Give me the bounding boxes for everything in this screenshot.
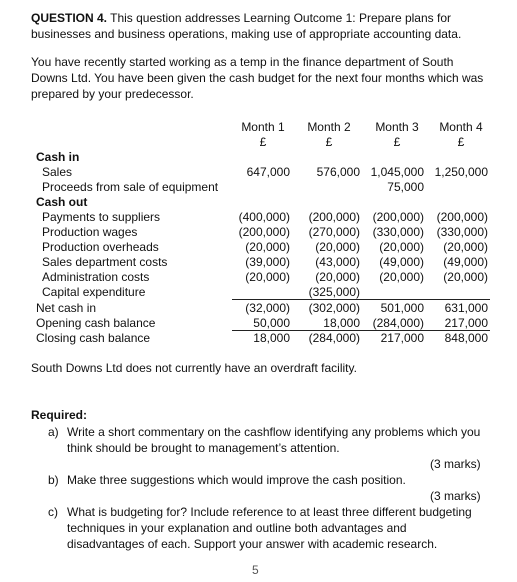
table-cell: (49,000) bbox=[379, 255, 424, 269]
item-b-marks: (3 marks) bbox=[430, 489, 481, 503]
table-cell: (284,000) bbox=[308, 331, 360, 345]
table-cell: (200,000) bbox=[372, 210, 424, 224]
column-header: Month 1 bbox=[241, 120, 285, 134]
table-cell: (400,000) bbox=[238, 210, 290, 224]
table-cell: 1,250,000 bbox=[434, 165, 488, 179]
row-label-proceeds: Proceeds from sale of equipment bbox=[42, 180, 219, 194]
table-cell: (330,000) bbox=[372, 225, 424, 239]
table-cell: 18,000 bbox=[253, 331, 290, 345]
item-a-line1: Write a short commentary on the cashflow identifying any problems which you bbox=[67, 425, 481, 439]
item-a-line2: think should be brought to management’s attention. bbox=[67, 441, 340, 455]
cash-in-heading: Cash in bbox=[36, 150, 80, 164]
table-cell: (20,000) bbox=[379, 270, 424, 284]
column-header: Month 2 bbox=[307, 120, 351, 134]
row-label-sales: Sales bbox=[42, 165, 73, 179]
table-cell: (270,000) bbox=[308, 225, 360, 239]
table-cell: 75,000 bbox=[387, 180, 424, 194]
table-cell: (330,000) bbox=[436, 225, 488, 239]
row-label-closing: Closing cash balance bbox=[36, 331, 151, 345]
item-b-marker: b) bbox=[48, 473, 59, 487]
row-label-opening: Opening cash balance bbox=[36, 316, 156, 330]
table-cell: 576,000 bbox=[316, 165, 360, 179]
table-cell: 50,000 bbox=[253, 316, 290, 330]
question-text-line2: businesses and business operations, making use of appropriate accounting data. bbox=[31, 27, 462, 41]
question-heading: QUESTION 4. bbox=[31, 11, 108, 25]
table-cell: (39,000) bbox=[245, 255, 290, 269]
table-cell: (20,000) bbox=[443, 240, 488, 254]
intro-line1: You have recently started working as a temp in the finance department of South bbox=[31, 55, 454, 69]
table-cell: (200,000) bbox=[238, 225, 290, 239]
item-a-marker: a) bbox=[48, 425, 59, 439]
table-cell: 217,000 bbox=[444, 316, 488, 330]
cash-out-heading: Cash out bbox=[36, 195, 88, 209]
column-currency: £ bbox=[259, 135, 267, 149]
table-cell: (32,000) bbox=[245, 301, 290, 315]
table-cell: (325,000) bbox=[308, 285, 360, 299]
table-cell: (49,000) bbox=[443, 255, 488, 269]
intro-line2: Downs Ltd. You have been given the cash budget for the next four months which was bbox=[31, 71, 484, 85]
column-currency: £ bbox=[325, 135, 333, 149]
overdraft-note: South Downs Ltd does not currently have an overdraft facility. bbox=[31, 361, 357, 375]
page-number: 5 bbox=[252, 563, 259, 577]
table-cell: 631,000 bbox=[444, 301, 488, 315]
column-header: Month 4 bbox=[439, 120, 483, 134]
table-cell: (20,000) bbox=[379, 240, 424, 254]
table-cell: 647,000 bbox=[246, 165, 290, 179]
table-cell: 217,000 bbox=[380, 331, 424, 345]
table-cell: 501,000 bbox=[380, 301, 424, 315]
row-label-capex: Capital expenditure bbox=[42, 285, 146, 299]
column-header: Month 3 bbox=[375, 120, 419, 134]
intro-line3: prepared by your predecessor. bbox=[31, 87, 194, 101]
table-cell: (20,000) bbox=[245, 270, 290, 284]
table-cell: 848,000 bbox=[444, 331, 488, 345]
column-currency: £ bbox=[457, 135, 465, 149]
row-label-wages: Production wages bbox=[42, 225, 138, 239]
total-rule-top bbox=[232, 299, 490, 300]
required-heading: Required: bbox=[31, 408, 88, 422]
row-label-sales-dept: Sales department costs bbox=[42, 255, 168, 269]
column-currency: £ bbox=[393, 135, 401, 149]
row-label-overheads: Production overheads bbox=[42, 240, 159, 254]
table-cell: (200,000) bbox=[308, 210, 360, 224]
table-cell: 1,045,000 bbox=[370, 165, 424, 179]
row-label-suppliers: Payments to suppliers bbox=[42, 210, 161, 224]
table-cell: (20,000) bbox=[443, 270, 488, 284]
item-a-marks: (3 marks) bbox=[430, 457, 481, 471]
table-cell: (302,000) bbox=[308, 301, 360, 315]
question-intro bbox=[31, 10, 491, 42]
item-c-line1: What is budgeting for? Include reference to at least three different budgeting bbox=[67, 505, 472, 519]
table-cell: 18,000 bbox=[323, 316, 360, 330]
table-cell: (20,000) bbox=[315, 240, 360, 254]
table-cell: (20,000) bbox=[245, 240, 290, 254]
table-cell: (20,000) bbox=[315, 270, 360, 284]
item-c-marker: c) bbox=[48, 505, 58, 519]
table-cell: (200,000) bbox=[436, 210, 488, 224]
row-label-admin: Administration costs bbox=[42, 270, 150, 284]
table-cell: (284,000) bbox=[372, 316, 424, 330]
row-label-net-cash: Net cash in bbox=[36, 301, 97, 315]
item-c-line2: techniques in your explanation and outline both advantages and bbox=[67, 521, 407, 535]
question-text-line1: This question addresses Learning Outcome 1: Prepare plans for bbox=[107, 11, 451, 25]
table-cell: (43,000) bbox=[315, 255, 360, 269]
item-b-line1: Make three suggestions which would improve the cash position. bbox=[67, 473, 406, 487]
intro-paragraph bbox=[31, 54, 491, 102]
item-c-line3: disadvantages of each. Support your answer with academic research. bbox=[67, 537, 438, 551]
